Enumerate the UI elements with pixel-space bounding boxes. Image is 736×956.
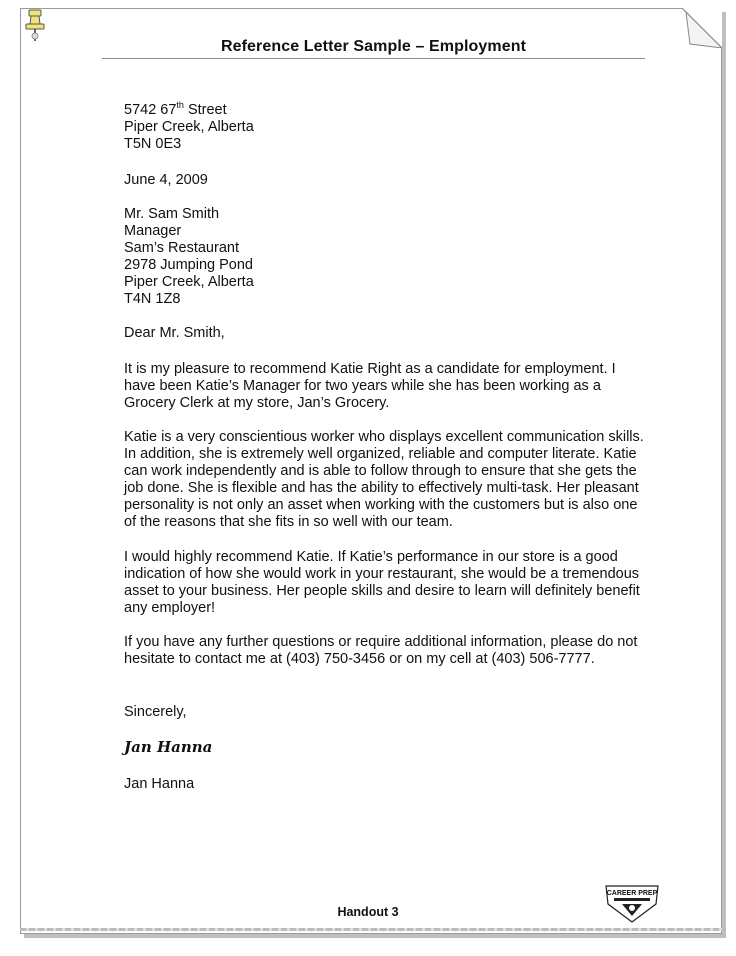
recipient-name: Mr. Sam Smith (124, 206, 220, 222)
closing: Sincerely, (124, 704, 187, 720)
title-block (102, 38, 645, 59)
letter-date: June 4, 2009 (124, 172, 208, 188)
handwritten-signature: Jan Hanna (124, 738, 213, 756)
body-paragraph-3: I would highly recommend Katie. If Katie’s performance in our store is a good indication of how she would work in your restaurant, she would be a tremendous asset to your business. Her people skills and desire to learn will definitely benefit any employer! (124, 549, 640, 616)
recipient-address (124, 206, 664, 308)
sender-city: Piper Creek, Alberta (124, 119, 254, 135)
signer-name: Jan Hanna (124, 776, 195, 792)
body-paragraph-1: It is my pleasure to recommend Katie Right as a candidate for employment. I have been Katie’s Manager for two years while she has been working as a Grocery Clerk at my store, Jan’s Grocery. (124, 361, 616, 411)
salutation: Dear Mr. Smith, (124, 325, 225, 341)
document-title: Reference Letter Sample – Employment (220, 38, 527, 55)
bottom-divider (20, 928, 724, 931)
pushpin-icon (24, 9, 46, 43)
recipient-city: Piper Creek, Alberta (124, 274, 254, 290)
page-curl-icon (682, 8, 722, 48)
logo-text: CAREER PREP (606, 890, 658, 897)
recipient-street: 2978 Jumping Pond (124, 257, 253, 273)
recipient-postal: T4N 1Z8 (124, 291, 181, 307)
sender-postal: T5N 0E3 (124, 136, 182, 152)
footer-handout: Handout 3 (337, 905, 399, 919)
sender-street: 5742 67th Street (124, 100, 227, 118)
body-paragraph-4: If you have any further questions or require additional information, please do not hesitate to contact me at (403) 750-3456 or on my cell at (403) 506-7777. (124, 634, 638, 667)
body-paragraph-2: Katie is a very conscientious worker who displays excellent communication skills. In addition, she is extremely well organized, reliable and computer literate. Katie can work independently and is able to follow through to ensure that she gets the job done. She is flexible and has the ability to effectively multi-task. Her pleasant personality is not only an asset when working with the customers but is also one of the reasons that she fits in so well with our team. (124, 429, 644, 530)
recipient-company: Sam’s Restaurant (124, 240, 239, 256)
recipient-title: Manager (124, 223, 182, 239)
sender-address (124, 102, 664, 153)
